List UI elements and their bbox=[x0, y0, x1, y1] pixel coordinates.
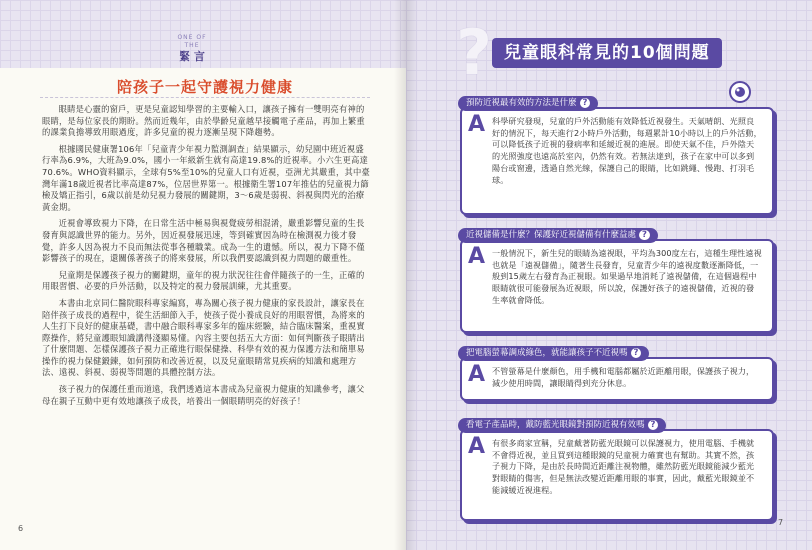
answer-text: 科學研究發現，兒童的戶外活動能有效降低近視發生。天氣晴朗、光照良好的情況下，每天進行2小時戶外活動，每週累計10小時以上的戶外活動，可以降低孩子近視的發病率和延緩近視的進展。即使天氣不佳，戶外陰天的光照強度也遠高於室內，仍然有效。若無法達到，孩子在家中可以多到陽台或窗邊，透過自然光線，保護自己的眼睛，比如跳繩、慢跑、打羽毛球。 bbox=[492, 116, 762, 185]
book-gutter bbox=[394, 0, 418, 550]
question-pill bbox=[458, 228, 658, 243]
section-label-text: 緊 言 bbox=[179, 50, 205, 63]
paragraph: 孩子視力的保護任重而道遠，我們透過這本書成為兒童視力健康的知識參考，讓父母在親子互動中更有效地讓孩子成長，培養出一個眼睛明亮的好孩子！ bbox=[42, 384, 365, 406]
paragraph: 本書由北京同仁醫院眼科專家編寫，專為關心孩子視力健康的家長設計，讓家長在陪伴孩子成長的過程中，從生活細節入手，使孩子從小養成良好的用眼習慣，為將來的人生打下良好的健康基礎，書中融合眼科專家多年的臨床經驗，結合臨床醫案，重視實際操作，將兒童護眼知識講得淺顯易懂。內容主要包括五大方面：如何判斷孩子眼睛出了什麼問題、怎樣保護孩子視力正確進行眼保健操、科學有效的視力保護方法和簡單易操作的視力保健鍛鍊，如何預防和改善近視，以及兒童眼睛常見疾病的知識和處理方法、遠視、斜視、弱視等問題的具體控制方法。 bbox=[42, 297, 365, 378]
question-text: 預防近視最有效的方法是什麼 bbox=[466, 98, 577, 108]
page-number-right: 7 bbox=[778, 518, 784, 527]
paragraph: 根據國民健康署106年「兒童青少年視力監測調查」結果顯示，幼兒園中班近視盛行率為6.9%，大班為9.0%，國小一年級新生就有高達19.8%的近視率。小六生更高達70.6%。WHO資料顯示，全球有5%至10%的兒童人口有近視，亞洲尤其嚴重，其中臺灣年滿18歲近視者比率高達87%，位居世界第一。根據衛生署107年推估的兒童視力篩檢及矯正指引，6歲以前是幼兒視力發展的關鍵期，3～6歲是弱視、斜視與閃光的治療黃金期。 bbox=[42, 143, 370, 212]
answer-text: 有很多商家宣稱，兒童戴著防藍光眼鏡可以保護視力，使用電腦、手機就不會得近視，並且買到這種眼鏡的兒童視力確實也有幫助。其實不然，孩子視力下降，是由於長時間近距離注視物體，雖然防藍光眼鏡能減少藍光對眼睛的傷害，但是無法改變近距離用眼的事實，因此，戴藍光眼鏡並不能減緩近視進程。 bbox=[492, 438, 755, 495]
answer-letter: A bbox=[468, 244, 486, 269]
question-text: 把電腦螢幕調成綠色，就能讓孩子不近視嗎 bbox=[466, 348, 628, 358]
question-text: 近視儲備是什麼？保護好近視儲備有什麼益處 bbox=[466, 230, 637, 240]
answer-box bbox=[460, 429, 774, 521]
question-mark-icon: ? bbox=[580, 98, 591, 108]
answer-text: 不管螢幕是什麼顏色，用手機和電腦都屬於近距離用眼，保護孩子視力，減少使用時間，讓眼睛得到充分休息。 bbox=[492, 366, 755, 388]
answer-letter: A bbox=[468, 434, 486, 459]
qa-item bbox=[458, 418, 778, 522]
qa-item bbox=[458, 228, 778, 338]
answer-box bbox=[460, 239, 774, 333]
question-mark-icon: ? bbox=[648, 420, 659, 430]
question-pill bbox=[458, 346, 649, 361]
page-title: 兒童眼科常見的10個問題 bbox=[492, 38, 722, 68]
right-page bbox=[406, 0, 812, 550]
answer-text: 一般情況下，新生兒的眼睛為遠視眼，平均為300度左右，這種生理性遠視也就是「遠視儲備」，隨著生長發育，兒童青少年的遠視度數逐漸降低，一般到15歲左右發育為正視眼。如果過早地消耗了遠視儲備，在這個過程中眼睛就很可能發展為近視眼，所以說，保護好孩子的遠視儲備，近視的發生率就會降低。 bbox=[492, 248, 762, 305]
page-number-left: 6 bbox=[18, 524, 24, 533]
preface-title: 陪孩子一起守護視力健康 bbox=[116, 78, 293, 96]
answer-box bbox=[460, 357, 774, 401]
section-deco: ONE OF THE bbox=[177, 34, 207, 49]
answer-box bbox=[460, 107, 774, 215]
title-divider bbox=[40, 97, 370, 98]
qa-item bbox=[458, 346, 778, 404]
section-label bbox=[170, 34, 214, 63]
preface-body bbox=[42, 104, 372, 412]
answer-letter: A bbox=[468, 112, 486, 137]
qa-item bbox=[458, 96, 778, 216]
question-pill bbox=[458, 96, 598, 111]
question-mark-graphic: ? bbox=[456, 16, 492, 89]
question-mark-icon: ? bbox=[639, 230, 650, 240]
paragraph: 眼睛是心靈的窗戶，更是兒童認知學習的主要輸入口，讓孩子擁有一雙明亮有神的眼睛，是每位家長的期盼。然而近幾年，由於學齡兒童越早接觸電子產品，再加上繁重的課業負擔導致用眼過度，許多兒童的視力逐漸呈現下降趨勢。 bbox=[42, 104, 365, 138]
question-mark-icon: ? bbox=[631, 348, 642, 358]
paragraph: 近視會導致視力下降，在日常生活中極易與視覺疲勞相混淆，嚴重影響兒童的生長發育與認識世界的能力。另外，因近視發展迅速，等到確實因為時在檢測視力後才發覺，許多人因為視力不良而無法從事各種職業。成為一生的遺憾。所以，視力下降不僅影響孩子的現在，還關係著孩子的將來發展，所以我們要認識到視力問題的嚴重性。 bbox=[42, 218, 365, 264]
paragraph: 兒童期是保護孩子視力的關鍵期，童年的視力狀況往往會伴隨孩子的一生，正確的用眼習慣、必要的戶外活動，以及特定的視力發展訓練，尤其重要。 bbox=[42, 269, 365, 292]
answer-letter: A bbox=[468, 362, 486, 387]
question-pill bbox=[458, 418, 666, 433]
question-text: 看電子產品時，戴防藍光眼鏡對預防近視有效嗎 bbox=[466, 420, 645, 430]
